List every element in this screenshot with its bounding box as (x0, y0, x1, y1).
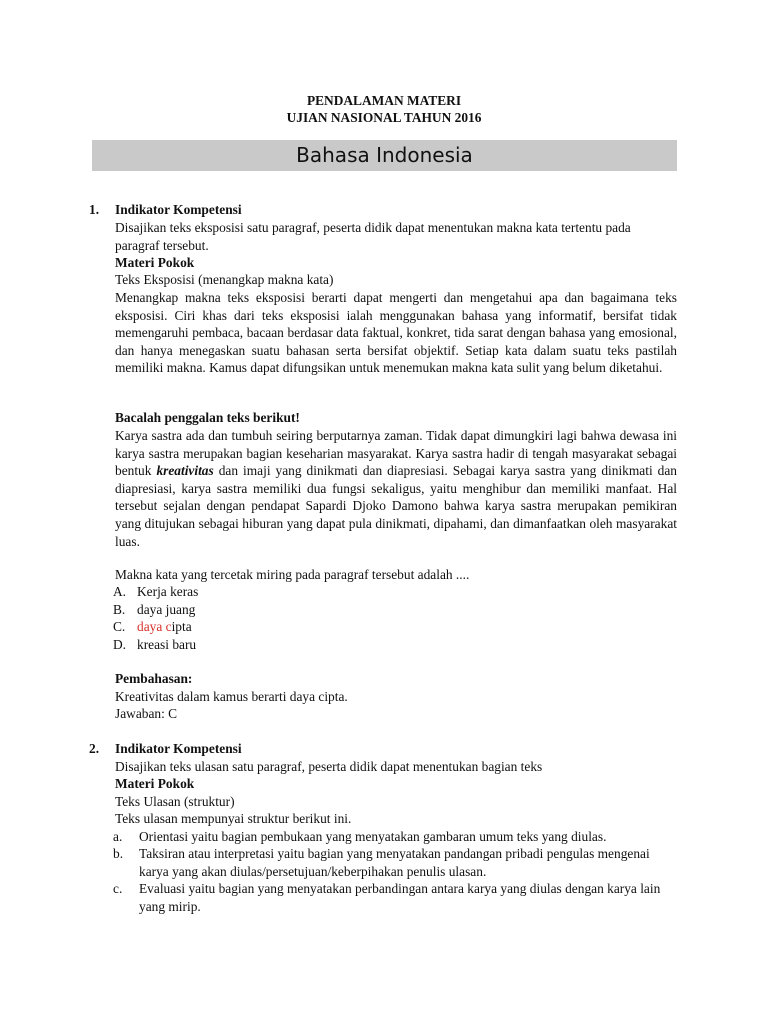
s1-materi-heading: Materi Pokok (115, 255, 195, 270)
s1-materi-title: Teks Eksposisi (menangkap makna kata) (115, 272, 334, 287)
s2-item-c-text: Evaluasi yaitu bagian yang menyatakan perbandingan antara karya yang diulas dengan karya lain yang mirip. (139, 881, 661, 914)
s1-read-heading: Bacalah penggalan teks berikut! (115, 410, 300, 425)
s1-pembahasan-heading: Pembahasan: (115, 671, 193, 686)
s1-question: Makna kata yang tercetak miring pada paragraf tersebut adalah .... (115, 567, 470, 582)
s1-passage-a: Karya sastra ada dan tumbuh seiring berputarnya zaman. Tidak dapat dimungkiri lagi bahwa dewasa ini karya sastra merupakan bagian keseharian masyarakat. Karya sastra hadir di tengah masyarakat sebagai bentuk (115, 428, 677, 479)
s2-list-item-b (113, 845, 677, 880)
option-d-letter: D. (113, 637, 127, 652)
s1-jawaban: Jawaban: C (115, 706, 178, 721)
option-a-letter: A. (113, 584, 127, 599)
s2-item-a-text: Orientasi yaitu bagian pembukaan yang menyatakan gambaran umum teks yang diulas. (139, 829, 607, 844)
s2-indikator-heading: Indikator Kompetensi (115, 741, 242, 756)
option-b (113, 601, 195, 619)
s1-pembahasan-text: Kreativitas dalam kamus berarti daya cipta. (115, 689, 348, 704)
s1-indikator-text: Disajikan teks eksposisi satu paragraf, peserta didik dapat menentukan makna kata tertentu pada paragraf tersebut. (115, 220, 631, 253)
s1-materi-text: Menangkap makna teks eksposisi berarti dapat mengerti dan mengetahui apa dan bagaimana teks eksposisi. Ciri khas dari teks eksposisi ialah menggunakan bahasa yang informatif, bersifat tidak memengaruhi pembaca, bacaan berdasar data faktual, konkret, tida sarat dengan bahasa yang emosional, dan hanya menegaskan suatu bahasan serta bersifat objektif. Setiap kata dalam suatu teks pastilah memiliki makna. Kamus dapat difungsikan untuk menemukan makna kata sulit yang belum diketahui. (115, 290, 677, 376)
option-c (113, 618, 192, 636)
section-1-number: 1. (89, 202, 100, 217)
s2-item-b-text: Taksiran atau interpretasi yaitu bagian yang menyatakan pandangan pribadi pengulas mengenai karya yang akan diulas/persetujuan/keberpihakan penulis ulasan. (139, 846, 650, 879)
s2-item-b-letter: b. (113, 846, 124, 861)
s1-passage-b: dan imaji yang dinikmati dan diapresiasi. Sebagai karya sastra yang dinikmati dan diapresiasi, karya sastra memiliki dua fungsi sekaligus, yaitu menghibur dan memiliki manfaat. Hal tersebut sejalan dengan pendapat Sapardi Djoko Damono bahwa karya sastra merupakan pemikiran yang ditujukan sebagai hiburan yang dapat pula dinikmati, dipahami, dan dimanfaatkan oleh masyarakat luas. (115, 463, 677, 549)
option-b-letter: B. (113, 602, 126, 617)
header-line-2: UJIAN NASIONAL TAHUN 2016 (286, 110, 482, 125)
option-d-text: kreasi baru (137, 637, 197, 652)
option-a-text: Kerja keras (137, 584, 199, 599)
s2-list-item-c (113, 880, 677, 915)
s1-passage-keyword: kreativitas (156, 463, 214, 479)
s2-list-item-a (113, 828, 677, 846)
section-2-number: 2. (89, 741, 100, 756)
s1-indikator-heading: Indikator Kompetensi (115, 202, 242, 217)
option-c-text-highlight: daya c (137, 619, 172, 634)
subject-banner: Bahasa Indonesia (92, 140, 677, 171)
option-d (113, 636, 196, 654)
s2-materi-heading: Materi Pokok (115, 776, 195, 791)
option-c-text-rest: ipta (171, 619, 192, 634)
option-c-letter: C. (113, 619, 126, 634)
s2-materi-title: Teks Ulasan (struktur) (115, 794, 235, 809)
header-line-1: PENDALAMAN MATERI (306, 93, 462, 108)
s2-item-a-letter: a. (113, 829, 123, 844)
s1-passage (115, 427, 677, 550)
option-a (113, 583, 198, 601)
s2-indikator-text: Disajikan teks ulasan satu paragraf, peserta didik dapat menentukan bagian teks (115, 759, 543, 774)
s2-intro: Teks ulasan mempunyai struktur berikut ini. (115, 811, 352, 826)
s2-item-c-letter: c. (113, 881, 123, 896)
option-b-text: daya juang (137, 602, 196, 617)
